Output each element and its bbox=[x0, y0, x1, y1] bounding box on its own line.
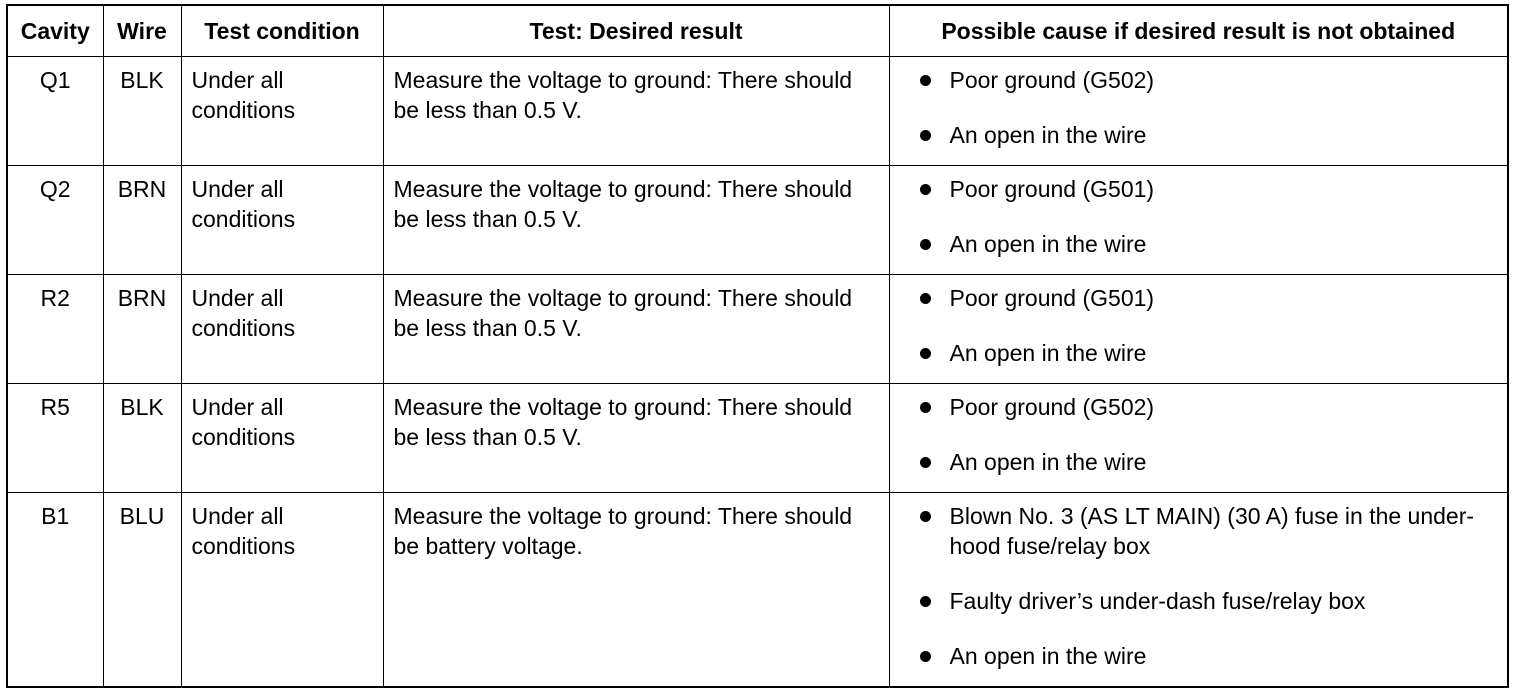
cause-text: Poor ground (G502) bbox=[949, 67, 1155, 93]
cause-item bbox=[900, 586, 1498, 616]
cause-text: Poor ground (G502) bbox=[949, 394, 1155, 420]
possible-cause-cell bbox=[889, 166, 1508, 275]
cause-item bbox=[900, 174, 1498, 204]
cause-text: An open in the wire bbox=[949, 122, 1147, 148]
bullet-icon bbox=[920, 239, 931, 250]
bullet-icon bbox=[920, 651, 931, 662]
cavity-cell: R2 bbox=[7, 275, 103, 384]
troubleshooting-table bbox=[6, 4, 1509, 688]
header-desired-result: Test: Desired result bbox=[383, 5, 889, 57]
bullet-icon bbox=[920, 348, 931, 359]
desired-result-cell: Measure the voltage to ground: There should be less than 0.5 V. bbox=[383, 166, 889, 275]
bullet-icon bbox=[920, 293, 931, 304]
cavity-cell: Q1 bbox=[7, 57, 103, 166]
possible-cause-cell bbox=[889, 493, 1508, 688]
header-wire: Wire bbox=[103, 5, 181, 57]
possible-cause-cell bbox=[889, 275, 1508, 384]
condition-cell: Under all conditions bbox=[181, 166, 383, 275]
table-row bbox=[7, 275, 1508, 384]
header-cavity: Cavity bbox=[7, 5, 103, 57]
cause-list bbox=[900, 65, 1498, 150]
header-test-condition: Test condition bbox=[181, 5, 383, 57]
cause-text: Poor ground (G501) bbox=[949, 176, 1155, 202]
cause-list bbox=[900, 283, 1498, 368]
cavity-cell: Q2 bbox=[7, 166, 103, 275]
cause-item bbox=[900, 501, 1498, 561]
desired-result-cell: Measure the voltage to ground: There should be less than 0.5 V. bbox=[383, 275, 889, 384]
header-row bbox=[7, 5, 1508, 57]
cause-list bbox=[900, 501, 1498, 671]
bullet-icon bbox=[920, 511, 931, 522]
wire-cell: BLK bbox=[103, 384, 181, 493]
wire-cell: BRN bbox=[103, 275, 181, 384]
table-row bbox=[7, 166, 1508, 275]
table-row bbox=[7, 493, 1508, 688]
cause-item bbox=[900, 641, 1498, 671]
bullet-icon bbox=[920, 75, 931, 86]
bullet-icon bbox=[920, 596, 931, 607]
possible-cause-cell bbox=[889, 57, 1508, 166]
cavity-cell: B1 bbox=[7, 493, 103, 688]
cause-item bbox=[900, 229, 1498, 259]
cause-text: An open in the wire bbox=[949, 449, 1147, 475]
cause-text: Poor ground (G501) bbox=[949, 285, 1155, 311]
desired-result-cell: Measure the voltage to ground: There should be battery voltage. bbox=[383, 493, 889, 688]
cause-list bbox=[900, 392, 1498, 477]
bullet-icon bbox=[920, 130, 931, 141]
table-row bbox=[7, 384, 1508, 493]
cause-item bbox=[900, 283, 1498, 313]
cause-text: Faulty driver’s under-dash fuse/relay box bbox=[949, 588, 1366, 614]
wire-cell: BLK bbox=[103, 57, 181, 166]
wire-cell: BRN bbox=[103, 166, 181, 275]
cause-item bbox=[900, 447, 1498, 477]
cause-text: An open in the wire bbox=[949, 340, 1147, 366]
cause-list bbox=[900, 174, 1498, 259]
cause-text: An open in the wire bbox=[949, 231, 1147, 257]
cavity-cell: R5 bbox=[7, 384, 103, 493]
condition-cell: Under all conditions bbox=[181, 275, 383, 384]
wire-cell: BLU bbox=[103, 493, 181, 688]
header-possible-cause: Possible cause if desired result is not obtained bbox=[889, 5, 1508, 57]
bullet-icon bbox=[920, 184, 931, 195]
cause-item bbox=[900, 392, 1498, 422]
desired-result-cell: Measure the voltage to ground: There should be less than 0.5 V. bbox=[383, 384, 889, 493]
condition-cell: Under all conditions bbox=[181, 493, 383, 688]
desired-result-cell: Measure the voltage to ground: There should be less than 0.5 V. bbox=[383, 57, 889, 166]
cause-text: Blown No. 3 (AS LT MAIN) (30 A) fuse in the under-hood fuse/relay box bbox=[949, 503, 1475, 559]
cause-text: An open in the wire bbox=[949, 643, 1147, 669]
condition-cell: Under all conditions bbox=[181, 384, 383, 493]
condition-cell: Under all conditions bbox=[181, 57, 383, 166]
table-row bbox=[7, 57, 1508, 166]
bullet-icon bbox=[920, 402, 931, 413]
cause-item bbox=[900, 120, 1498, 150]
possible-cause-cell bbox=[889, 384, 1508, 493]
cause-item bbox=[900, 338, 1498, 368]
bullet-icon bbox=[920, 457, 931, 468]
cause-item bbox=[900, 65, 1498, 95]
